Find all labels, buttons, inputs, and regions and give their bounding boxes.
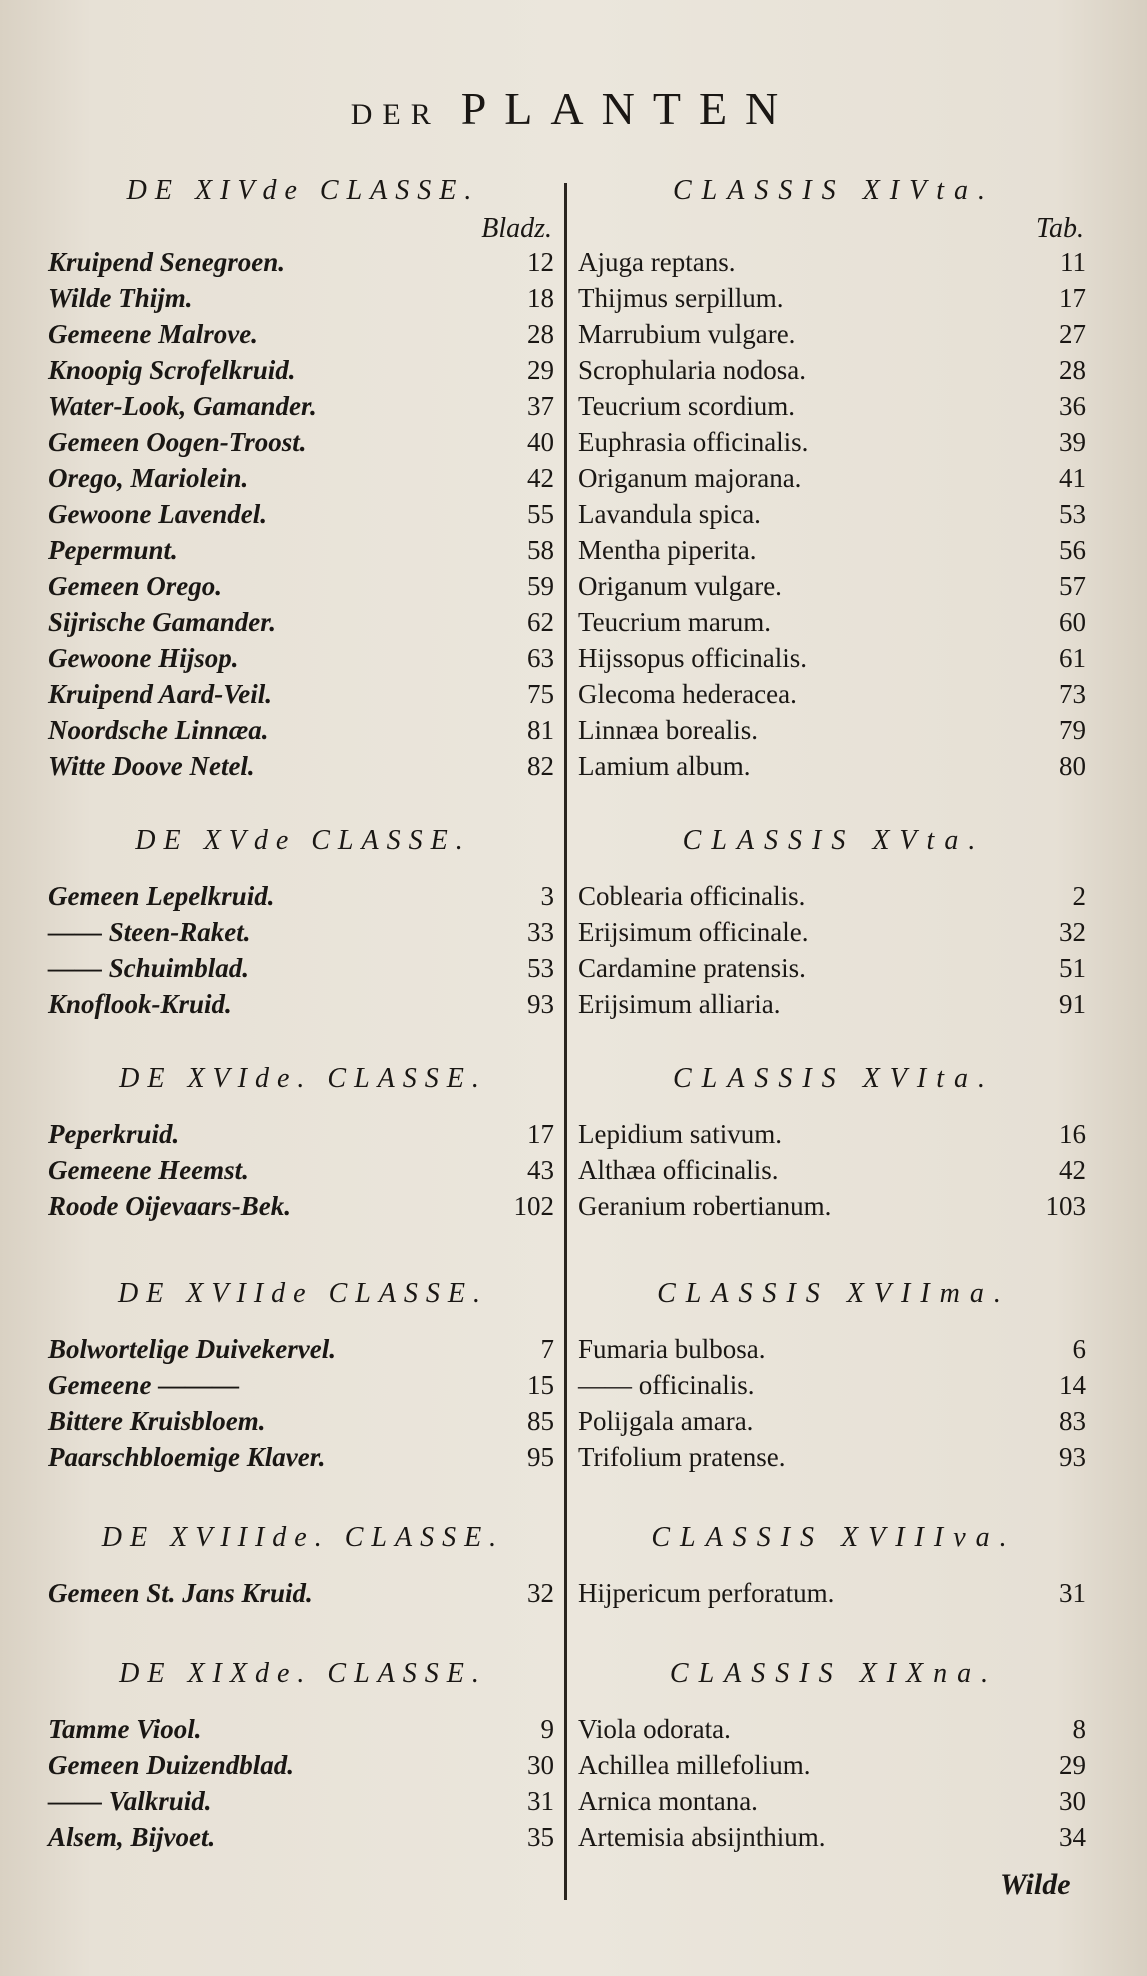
- dutch-names-column: [48, 0, 558, 1976]
- entry-row: [578, 751, 1090, 787]
- entry-row: [48, 1578, 558, 1614]
- plant-name: Origanum majorana.: [578, 463, 802, 493]
- section-title: DE XVIde. CLASSE.: [119, 1063, 487, 1094]
- entry-row: [578, 1155, 1090, 1191]
- plate-number: 2: [1072, 881, 1086, 911]
- entry-row: [48, 1155, 558, 1191]
- plant-name: Knoflook-Kruid.: [48, 989, 232, 1019]
- plate-number: 39: [1059, 427, 1086, 457]
- page-number: 63: [527, 643, 554, 673]
- section-title: CLASSIS XIXna.: [669, 1658, 999, 1689]
- plate-number: 31: [1059, 1578, 1086, 1608]
- entry-row: [578, 989, 1090, 1025]
- page-number: 82: [527, 751, 554, 781]
- entry-row: [48, 463, 558, 499]
- plant-name: Marrubium vulgare.: [578, 319, 796, 349]
- entry-row: [578, 1786, 1090, 1822]
- entry-row: [48, 319, 558, 355]
- section-title: DE XIXde. CLASSE.: [119, 1658, 487, 1689]
- plate-number: 17: [1059, 283, 1086, 313]
- plant-name: —— Schuimblad.: [48, 953, 250, 983]
- plant-name: Erijsimum officinale.: [578, 917, 809, 947]
- entry-row: [578, 1714, 1090, 1750]
- section-title: DE XVIIde CLASSE.: [117, 1278, 489, 1309]
- page-number: 7: [540, 1334, 554, 1364]
- plant-name: Alsem, Bijvoet.: [48, 1822, 216, 1852]
- entry-row: [48, 1191, 558, 1227]
- entry-row: [578, 1334, 1090, 1370]
- plant-name: Coblearia officinalis.: [578, 881, 806, 911]
- entry-row: [578, 1370, 1090, 1406]
- page-number: 55: [527, 499, 554, 529]
- entry-row: [578, 881, 1090, 917]
- plate-number: 56: [1059, 535, 1086, 565]
- section-title: DE XVde CLASSE.: [135, 825, 471, 856]
- plant-name: Euphrasia officinalis.: [578, 427, 809, 457]
- plate-number: 16: [1059, 1119, 1086, 1149]
- plate-number: 80: [1059, 751, 1086, 781]
- entry-row: [578, 953, 1090, 989]
- entry-row: [578, 1750, 1090, 1786]
- plant-name: Glecoma hederacea.: [578, 679, 797, 709]
- entry-row: [578, 917, 1090, 953]
- entry-row: [48, 1750, 558, 1786]
- plate-number: 53: [1059, 499, 1086, 529]
- plant-name: Kruipend Aard-Veil.: [48, 679, 273, 709]
- entry-row: [578, 1442, 1090, 1478]
- plant-name: —— Valkruid.: [48, 1786, 212, 1816]
- plant-name: Arnica montana.: [578, 1786, 758, 1816]
- plant-name: Trifolium pratense.: [578, 1442, 786, 1472]
- plant-name: Fumaria bulbosa.: [578, 1334, 766, 1364]
- entry-row: [48, 283, 558, 319]
- entry-row: [48, 427, 558, 463]
- page-number: 42: [527, 463, 554, 493]
- plant-name: Artemisia absijnthium.: [578, 1822, 826, 1852]
- plant-name: Gewoone Lavendel.: [48, 499, 267, 529]
- entry-row: [578, 355, 1090, 391]
- plant-name: Hijpericum perforatum.: [578, 1578, 835, 1608]
- entry-row: [578, 499, 1090, 535]
- page-number: 40: [527, 427, 554, 457]
- entry-row: [578, 247, 1090, 283]
- header-der: DER: [350, 98, 441, 131]
- entry-row: [48, 751, 558, 787]
- plant-name: Gemeen Lepelkruid.: [48, 881, 275, 911]
- plant-name: Achillea millefolium.: [578, 1750, 811, 1780]
- entry-row: [578, 427, 1090, 463]
- plant-name: Paarschbloemige Klaver.: [48, 1442, 326, 1472]
- plant-name: Gemeen Orego.: [48, 571, 222, 601]
- plant-name: Lamium album.: [578, 751, 751, 781]
- entry-row: [48, 989, 558, 1025]
- page-number: 95: [527, 1442, 554, 1472]
- page-number: 29: [527, 355, 554, 385]
- plate-number: 27: [1059, 319, 1086, 349]
- column-divider: [564, 183, 567, 1900]
- entry-row: [48, 1822, 558, 1858]
- plant-name: Peperkruid.: [48, 1119, 180, 1149]
- plate-number: 14: [1059, 1370, 1086, 1400]
- section-title: CLASSIS XVta.: [682, 825, 986, 856]
- plate-number: 11: [1060, 247, 1086, 277]
- entry-row: [48, 917, 558, 953]
- plant-name: Noordsche Linnæa.: [48, 715, 269, 745]
- page-number: 30: [527, 1750, 554, 1780]
- entry-row: [48, 607, 558, 643]
- entry-row: [48, 881, 558, 917]
- plate-number: 36: [1059, 391, 1086, 421]
- page-number: 17: [527, 1119, 554, 1149]
- plant-name: —— Steen-Raket.: [48, 917, 251, 947]
- page-number: 85: [527, 1406, 554, 1436]
- page-number: 53: [527, 953, 554, 983]
- section: [48, 1278, 558, 1478]
- entry-row: [48, 1406, 558, 1442]
- plant-name: Wilde Thijm.: [48, 283, 193, 313]
- entry-row: [48, 715, 558, 751]
- entry-row: [578, 607, 1090, 643]
- entry-row: [48, 679, 558, 715]
- plant-name: Teucrium scordium.: [578, 391, 796, 421]
- entry-row: [48, 1370, 558, 1406]
- plate-number: 61: [1059, 643, 1086, 673]
- plant-name: Viola odorata.: [578, 1714, 731, 1744]
- entry-row: [48, 643, 558, 679]
- plant-name: Roode Oijevaars-Bek.: [48, 1191, 291, 1221]
- plate-number: 41: [1059, 463, 1086, 493]
- plant-name: Gemeen St. Jans Kruid.: [48, 1578, 313, 1608]
- column-subheading: Bladz.: [481, 213, 552, 244]
- plant-name: Bittere Kruisbloem.: [48, 1406, 266, 1436]
- entry-row: [48, 1119, 558, 1155]
- page-number: 93: [527, 989, 554, 1019]
- plate-number: 83: [1059, 1406, 1086, 1436]
- plant-name: Lepidium sativum.: [578, 1119, 782, 1149]
- plant-name: Thijmus serpillum.: [578, 283, 784, 313]
- section-title: DE XVIIIde. CLASSE.: [101, 1522, 505, 1553]
- entry-row: [578, 571, 1090, 607]
- entry-row: [48, 391, 558, 427]
- page-number: 59: [527, 571, 554, 601]
- entry-row: [578, 283, 1090, 319]
- entry-row: [578, 1119, 1090, 1155]
- plant-name: Ajuga reptans.: [578, 247, 736, 277]
- plant-name: Knoopig Scrofelkruid.: [48, 355, 296, 385]
- page-number: 33: [527, 917, 554, 947]
- plate-number: 51: [1059, 953, 1086, 983]
- section: [48, 825, 558, 1025]
- section: [578, 1658, 1090, 1858]
- plant-name: Gemeen Duizendblad.: [48, 1750, 294, 1780]
- entry-row: [578, 715, 1090, 751]
- entry-row: [578, 535, 1090, 571]
- entry-row: [578, 643, 1090, 679]
- plate-number: 57: [1059, 571, 1086, 601]
- page-number: 81: [527, 715, 554, 745]
- plate-number: 73: [1059, 679, 1086, 709]
- section: [48, 1063, 558, 1227]
- page-number: 58: [527, 535, 554, 565]
- column-subheading: Tab.: [1035, 213, 1084, 244]
- plant-name: —— officinalis.: [578, 1370, 755, 1400]
- plant-name: Witte Doove Netel.: [48, 751, 255, 781]
- plate-number: 6: [1072, 1334, 1086, 1364]
- entry-row: [48, 499, 558, 535]
- plant-name: Bolwortelige Duivekervel.: [48, 1334, 336, 1364]
- page-number: 9: [540, 1714, 554, 1744]
- plate-number: 91: [1059, 989, 1086, 1019]
- section: [48, 1522, 558, 1614]
- plate-number: 79: [1059, 715, 1086, 745]
- entry-row: [578, 1191, 1090, 1227]
- page-number: 28: [527, 319, 554, 349]
- plant-name: Polijgala amara.: [578, 1406, 754, 1436]
- plant-name: Pepermunt.: [48, 535, 178, 565]
- plant-name: Erijsimum alliaria.: [578, 989, 781, 1019]
- page-number: 18: [527, 283, 554, 313]
- section: [48, 175, 558, 787]
- section: [48, 1658, 558, 1858]
- page-number: 3: [540, 881, 554, 911]
- plant-name: Teucrium marum.: [578, 607, 772, 637]
- entry-row: [48, 247, 558, 283]
- plant-name: Gewoone Hijsop.: [48, 643, 239, 673]
- plant-name: Althæa officinalis.: [578, 1155, 779, 1185]
- plate-number: 8: [1072, 1714, 1086, 1744]
- page-number: 32: [527, 1578, 554, 1608]
- section: [578, 1063, 1090, 1227]
- entry-row: [48, 953, 558, 989]
- plate-number: 28: [1059, 355, 1086, 385]
- section: [578, 1522, 1090, 1614]
- header-title: PLANTEN: [460, 83, 797, 134]
- page-number: 102: [513, 1191, 554, 1221]
- plant-name: Gemeene Heemst.: [48, 1155, 249, 1185]
- entry-row: [578, 679, 1090, 715]
- entry-row: [48, 1442, 558, 1478]
- section-title: CLASSIS XIVta.: [673, 175, 995, 206]
- plate-number: 29: [1059, 1750, 1086, 1780]
- entry-row: [48, 535, 558, 571]
- plant-name: Hijssopus officinalis.: [578, 643, 807, 673]
- entry-row: [48, 1334, 558, 1370]
- section-title: CLASSIS XVIta.: [673, 1063, 995, 1094]
- plate-number: 60: [1059, 607, 1086, 637]
- entry-row: [48, 571, 558, 607]
- plant-name: Linnæa borealis.: [578, 715, 758, 745]
- section-title: CLASSIS XVIIIva.: [651, 1522, 1017, 1553]
- entry-row: [48, 1786, 558, 1822]
- plate-number: 103: [1045, 1191, 1086, 1221]
- section: [578, 1278, 1090, 1478]
- plant-name: Mentha piperita.: [578, 535, 757, 565]
- plant-name: Gemeene ———: [48, 1370, 240, 1400]
- plant-name: Orego, Mariolein.: [48, 463, 249, 493]
- plant-name: Cardamine pratensis.: [578, 953, 806, 983]
- plant-name: Gemeen Oogen-Troost.: [48, 427, 307, 457]
- entry-row: [48, 355, 558, 391]
- page-number: 35: [527, 1822, 554, 1852]
- plant-name: Lavandula spica.: [578, 499, 761, 529]
- entry-row: [578, 1406, 1090, 1442]
- section: [578, 175, 1090, 787]
- entry-row: [578, 463, 1090, 499]
- plant-name: Kruipend Senegroen.: [48, 247, 286, 277]
- plate-number: 34: [1059, 1822, 1086, 1852]
- plate-number: 32: [1059, 917, 1086, 947]
- plant-name: Water-Look, Gamander.: [48, 391, 317, 421]
- section-title: DE XIVde CLASSE.: [126, 175, 480, 206]
- plate-number: 42: [1059, 1155, 1086, 1185]
- page-number: 75: [527, 679, 554, 709]
- page-number: 37: [527, 391, 554, 421]
- entry-row: [578, 1822, 1090, 1858]
- plant-name: Scrophularia nodosa.: [578, 355, 806, 385]
- plate-number: 93: [1059, 1442, 1086, 1472]
- section: [578, 825, 1090, 1025]
- entry-row: [578, 1578, 1090, 1614]
- latin-names-column: [578, 0, 1090, 1976]
- plant-name: Tamme Viool.: [48, 1714, 202, 1744]
- page-number: 12: [527, 247, 554, 277]
- page-number: 15: [527, 1370, 554, 1400]
- page-number: 43: [527, 1155, 554, 1185]
- page-number: 62: [527, 607, 554, 637]
- entry-row: [578, 391, 1090, 427]
- entry-row: [48, 1714, 558, 1750]
- page-number: 31: [527, 1786, 554, 1816]
- plant-name: Geranium robertianum.: [578, 1191, 832, 1221]
- catchword: Wilde: [1000, 1868, 1071, 1901]
- plate-number: 30: [1059, 1786, 1086, 1816]
- plant-name: Origanum vulgare.: [578, 571, 782, 601]
- entry-row: [578, 319, 1090, 355]
- section-title: CLASSIS XVIIma.: [657, 1278, 1011, 1309]
- plant-name: Gemeene Malrove.: [48, 319, 258, 349]
- plant-name: Sijrische Gamander.: [48, 607, 277, 637]
